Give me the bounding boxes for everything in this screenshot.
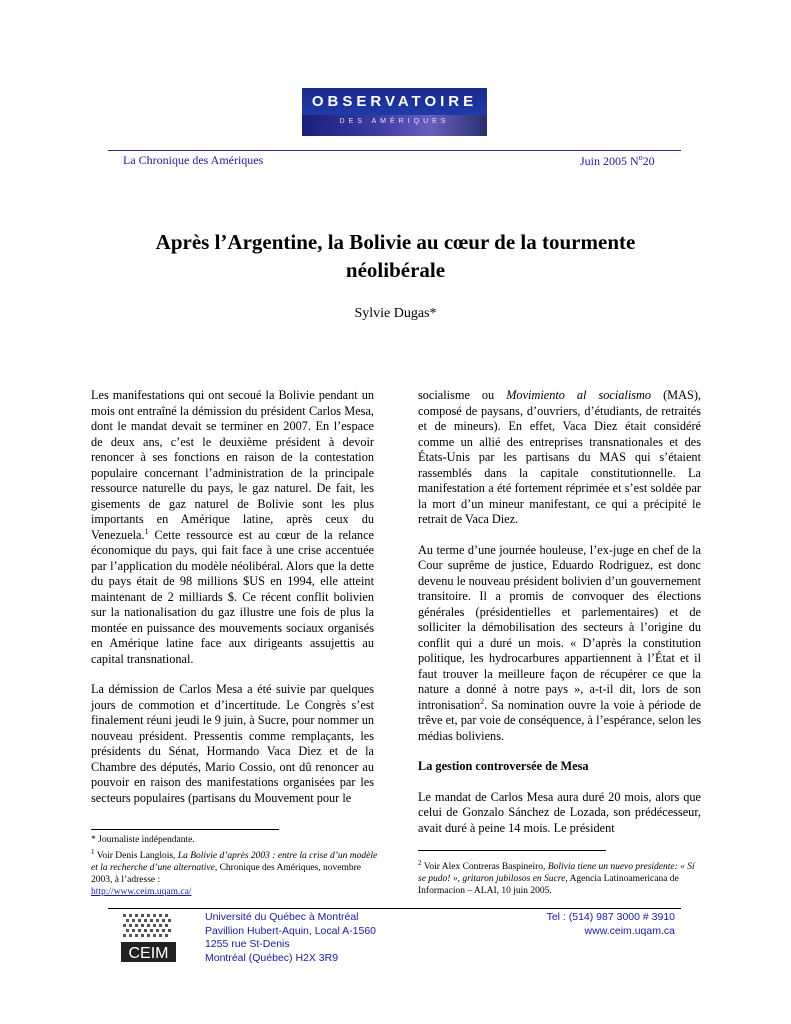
section-heading: La gestion controversée de Mesa — [418, 759, 589, 773]
footer-rule — [108, 908, 681, 909]
left-column — [91, 388, 374, 821]
logo-line2: DES AMÉRIQUES — [339, 118, 450, 125]
phone: Tel : (514) 987 3000 # 3910 — [546, 911, 675, 923]
footnote-ref-2: 2 — [480, 696, 485, 706]
footer-contact — [547, 911, 675, 938]
footer-address: Université du Québec à Montréal Pavillion Hubert-Aquin, Local A-1560 1255 rue St-Denis Montréal (Québec) H2X 3R9 — [205, 911, 377, 964]
footnotes-left — [91, 834, 381, 898]
footnote-1: $^1$ Voir Denis Langlois, La Bolivie d’après 2003 : entre la crise d’un modèle et la recherche d’une alternative, Chronique des Amériques, novembre 2003, à l’adresse : http://www.ceim.uqam.ca/ — [91, 848, 378, 898]
website-link[interactable]: www.ceim.uqam.ca — [584, 924, 675, 937]
header-rule — [108, 150, 681, 151]
ceim-logo-text: CEIM — [128, 945, 169, 962]
footnotes-right — [418, 857, 703, 897]
paragraph: Le mandat de Carlos Mesa aura duré 20 mois, alors que celui de Gonzalo Sánchez de Lozada, son prédécesseur, avait duré à peine 14 mois. Le président — [418, 789, 701, 835]
author: Sylvie Dugas* — [354, 306, 437, 321]
paragraph: Au terme d’une journée houleuse, l’ex-juge en chef de la Cour suprême de justice, Eduardo Rodriguez, est donc devenu le nouveau président bolivien d’un gouvernement transitoire. Il a promis de convoquer des élections générales (présidentielles et parlementaires) et de solliciter la démobilisation des secteurs à l’origine du conflit qui a duré un mois. « D’après la constitution politique, les hydrocarbures appartiennent à l’État et il faut trouver la meilleure façon de récupérer ce que la nature a donné à notre pays », a-t-il dit, lors de son intronisation$^2$. Sa nomination ouvre la voie à période de trêve et, par voie de conséquence, à l’espérance, selon les médias boliviens. — [418, 542, 701, 743]
footnote-rule — [91, 829, 279, 830]
right-column — [418, 388, 701, 851]
logo-line1: OBSERVATOIRE — [311, 93, 478, 110]
author-note: * Journaliste indépendante. — [91, 835, 195, 845]
observatoire-logo — [302, 88, 487, 136]
paragraph: La démission de Carlos Mesa a été suivie par quelques jours de commotion et d’incertitude. Le Congrès s’est finalement réuni jeudi le 9 juin, à Sucre, pour nommer un nouveau président. Pressentis comme remplaçants, les présidents du Sénat, Hormando Vaca Diez et de la Chambre des députés, Mario Cossio, ont dû renoncer au pouvoir en raison des manifestations organisées par les secteurs populaires (partisans du Mouvement pour le — [91, 682, 374, 805]
paragraph: socialisme ou Movimiento al socialismo (MAS), composé de paysans, d’ouvriers, d’étudiants, de retraités et de mineurs). En effet, Vaca Diez était considéré comme un allié des entreprises transnationales et des États-Unis par les partisans du MAS qui s’étaient rassemblés dans la capitale constitutionnelle. La manifestation a été fortement réprimée et s’est soldée par la mort d’un mineur manifestant, ce qui a précipité le retrait de Vaca Diez. — [418, 388, 701, 526]
issue-date: Juin 2005 $N^o20$ — [580, 153, 655, 168]
paragraph: Les manifestations qui ont secoué la Bolivie pendant un mois ont entraîné la démission du président Carlos Mesa, dont le mandat devait se terminer en 2007. En l’espace de deux ans, c’est le deuxième président à devoir renoncer à ses fonctions en raison de la contestation populaire concernant l’administration de la principale ressource naturelle du pays, le gaz naturel. De fait, les gisements de gaz naturel de Bolivie sont les plus importants en Amérique latine, après ceux du Venezuela.$^1$ Cette ressource est au cœur de la relance économique du pays, qui fait face à une crise accentuée par l’application du modèle néolibéral. Alors que la dette du pays était de 98 millions $US en 1994, elle atteint maintenant de 2 milliards $. Ce récent conflit bolivien sur la nationalisation du gaz illustre une fois de plus la montée en puissance des mouvements sociaux organisés en Amérique latine face aux dirigeants assujettis au capital transnational. — [91, 388, 374, 666]
publication-name: La Chronique des Amériques — [123, 153, 264, 167]
footnote-rule — [418, 850, 606, 851]
footnote-link[interactable]: http://www.ceim.uqam.ca/ — [91, 887, 192, 898]
footnote-2: $^2$ Voir Alex Contreras Baspineiro, Bolivia tiene un nuevo presidente: « Sí se pudo! », gritaron jubilosos en Sucre, Agencia Latinoamericana de Informacion – ALAI, 10 juin 2005. — [418, 859, 695, 897]
footnote-ref-1: 1 — [144, 526, 149, 536]
article-title: Après l’Argentine, la Bolivie au cœur de la tourmente néolibérale — [155, 230, 636, 282]
ceim-logo — [121, 912, 176, 962]
